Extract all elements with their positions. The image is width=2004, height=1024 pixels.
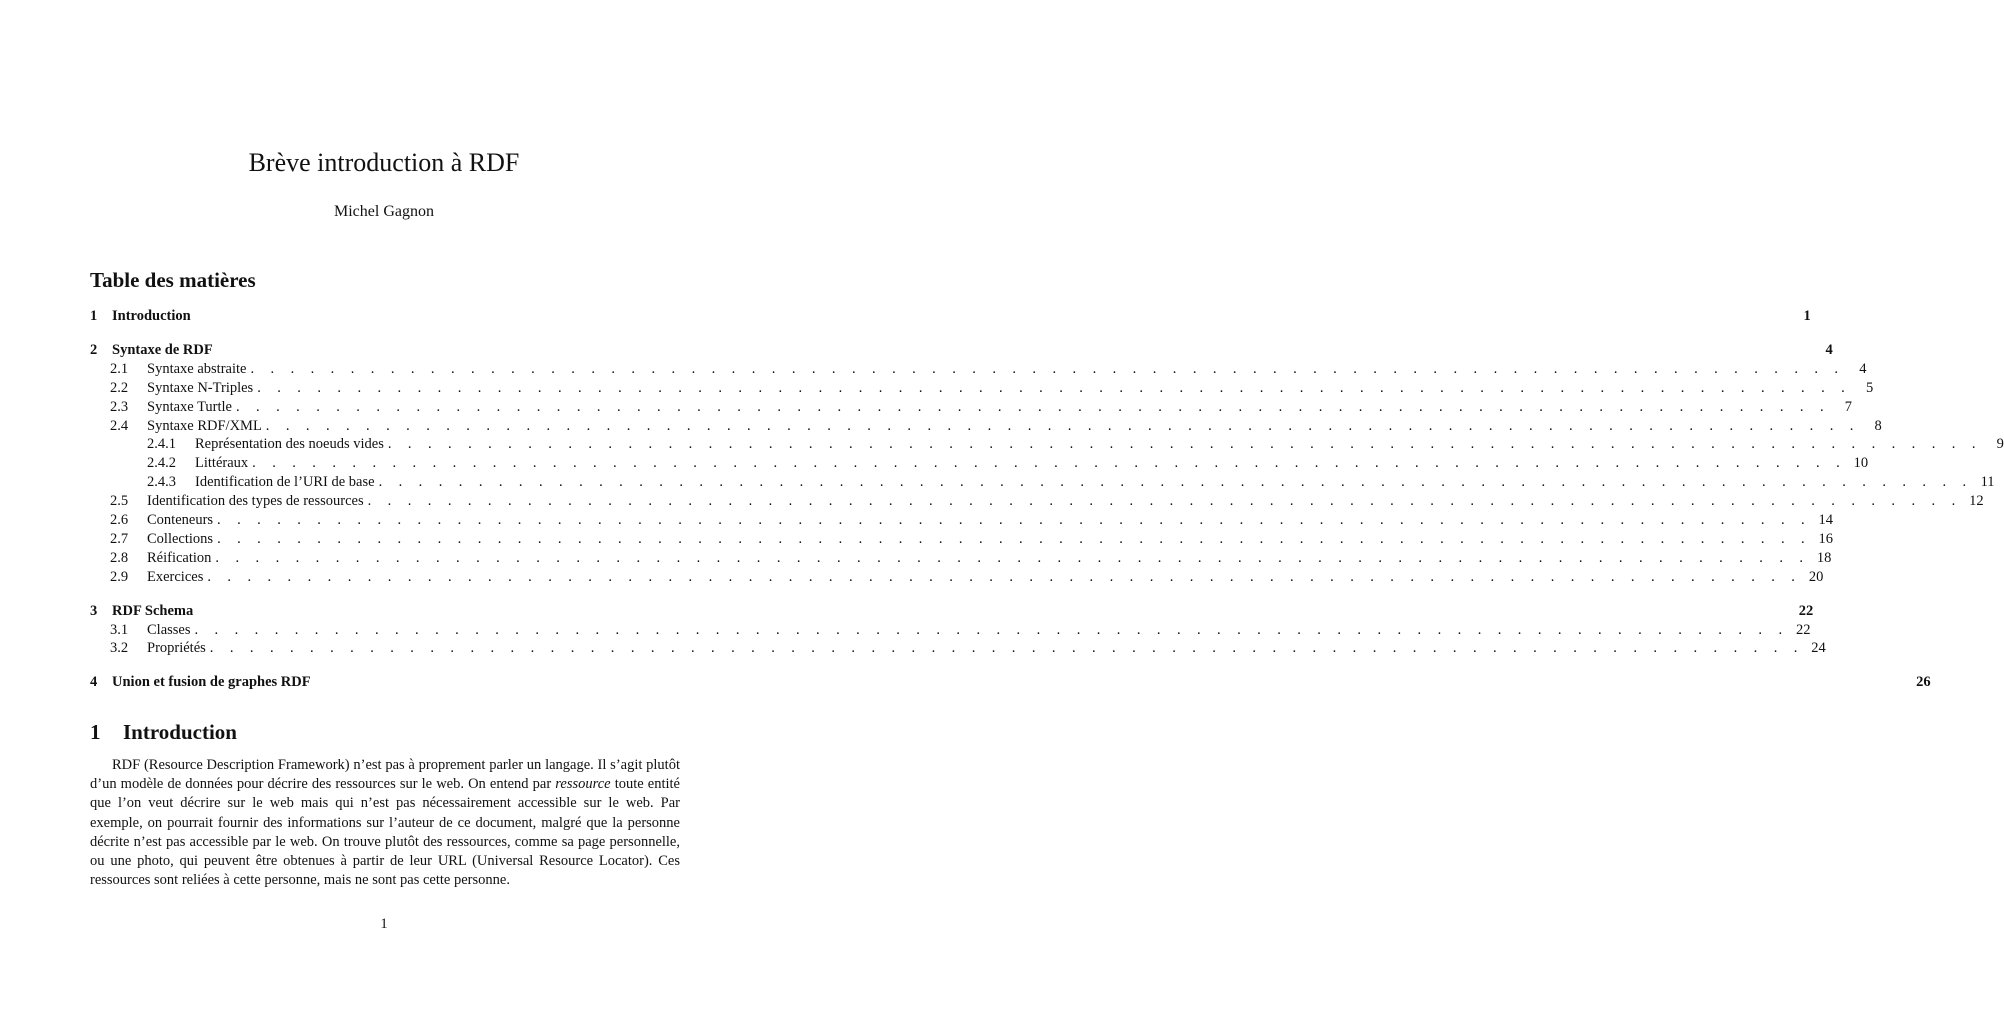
toc-dot-leader: . . . . . . . . . . . . . . . . . . . . . . . . . . . . . . . . . . . . . . . . . . . . . . . . . . . . . . . . . . . . . . . . . . . . . . . . . . . . . . . . <box>207 568 1802 585</box>
toc-entry-number: 2.4 <box>110 417 129 434</box>
toc-entry-label: Syntaxe abstraite <box>147 360 247 377</box>
toc-entry[interactable] <box>90 673 1931 692</box>
toc-entry-number: 2.4.3 <box>147 474 176 491</box>
toc-entry-page: 4 <box>1825 341 1833 358</box>
toc-entry-number: 2.2 <box>110 379 129 396</box>
toc-entry-label: Union et fusion de graphes RDF <box>112 674 311 691</box>
toc-entry-page: 7 <box>1844 398 1852 415</box>
toc-entry[interactable] <box>147 454 1869 473</box>
toc-entry-page: 8 <box>1874 417 1882 434</box>
document-author: Michel Gagnon <box>334 203 434 220</box>
toc-entry-number: 2.4.2 <box>147 455 176 472</box>
toc-entry[interactable] <box>90 602 1814 621</box>
toc-entry-label: Représentation des noeuds vides <box>195 436 384 453</box>
toc-dot-leader: . . . . . . . . . . . . . . . . . . . . . . . . . . . . . . . . . . . . . . . . . . . . . . . . . . . . . . . . . . . . . . . . . . . . . . . . . . . . . . . . <box>367 493 1962 510</box>
toc-entry-label: Syntaxe de RDF <box>112 341 213 358</box>
toc-entry[interactable] <box>110 549 1832 568</box>
toc-entry[interactable] <box>110 511 1834 530</box>
toc-entry-label: Réification <box>147 549 212 566</box>
toc-entry[interactable] <box>147 473 1995 492</box>
section-heading <box>90 718 237 746</box>
toc-entry[interactable] <box>110 360 1867 379</box>
toc-entry-number: 1 <box>90 308 98 324</box>
toc-entry-page: 5 <box>1865 379 1874 396</box>
toc-entry-label: Identification des types de ressources <box>147 493 364 510</box>
toc-entry-label: Conteneurs <box>147 512 214 528</box>
toc-dot-leader: . . . . . . . . . . . . . . . . . . . . . . . . . . . . . . . . . . . . . . . . . . . . . . . . . . . . . . . . . . . . . . . . . . . . . . . . . . . . . . . . <box>236 398 1830 415</box>
toc-entry-page: 20 <box>1808 568 1824 585</box>
page-number: 1 <box>380 916 388 932</box>
toc-entry-page: 26 <box>1916 674 1931 691</box>
toc-heading: Table des matières <box>90 268 256 292</box>
intro-paragraph <box>90 756 680 890</box>
toc-entry-number: 2.6 <box>110 512 129 528</box>
toc-entry-number: 2.1 <box>110 360 129 377</box>
toc-entry-number: 2.4.1 <box>147 436 176 453</box>
toc-entry-number: 3.2 <box>110 640 129 657</box>
paragraph-text-start: RDF (Resource Description Framework) n’est pas à proprement parler un langage. Il s’agit plutôt d’un modèle de données pour décrire des ressources sur le web. On entend par <box>90 757 680 793</box>
toc-entry[interactable] <box>90 341 1833 360</box>
toc-dot-leader: . . . . . . . . . . . . . . . . . . . . . . . . . . . . . . . . . . . . . . . . . . . . . . . . . . . . . . . . . . . . . . . . . . . . . . . . . . . . . . . . <box>378 474 1973 491</box>
toc-entry-page: 12 <box>1969 493 1984 510</box>
section-title: Introduction <box>123 720 237 744</box>
toc-entry-number: 2.3 <box>110 398 129 415</box>
toc-entry-label: Syntaxe Turtle <box>147 398 232 415</box>
toc-entry-label: Collections <box>147 530 214 547</box>
toc-entry-page: 18 <box>1816 549 1832 566</box>
toc-entry-label: Exercices <box>147 568 204 585</box>
toc-entry-page: 14 <box>1818 512 1834 528</box>
toc-entry-label: Propriétés <box>147 640 206 657</box>
toc-entry-number: 2.9 <box>110 568 129 585</box>
toc-dot-leader: . . . . . . . . . . . . . . . . . . . . . . . . . . . . . . . . . . . . . . . . . . . . . . . . . . . . . . . . . . . . . . . . . . . . . . . . . . . . . . . . <box>387 436 1982 453</box>
toc-entry-page: 10 <box>1853 455 1869 472</box>
toc-dot-leader: . . . . . . . . . . . . . . . . . . . . . . . . . . . . . . . . . . . . . . . . . . . . . . . . . . . . . . . . . . . . . . . . . . . . . . . . . . . . . . . . <box>250 360 1845 377</box>
toc-entry[interactable] <box>110 530 1834 549</box>
toc-entry-number: 2.7 <box>110 530 129 547</box>
toc-entry-page: 9 <box>1996 436 2004 453</box>
document-title: Brève introduction à RDF <box>248 148 520 177</box>
toc-dot-leader: . . . . . . . . . . . . . . . . . . . . . . . . . . . . . . . . . . . . . . . . . . . . . . . . . . . . . . . . . . . . . . . . . . . . . . . . . . . . . . . . <box>194 621 1789 638</box>
toc-entry-label: Syntaxe N-Triples <box>147 379 254 396</box>
toc-entry-number: 2 <box>90 341 98 358</box>
toc-entry[interactable] <box>90 307 1811 326</box>
toc-entry[interactable] <box>147 435 2004 454</box>
toc-entry-number: 3 <box>90 602 98 619</box>
toc-entry[interactable] <box>110 568 1824 587</box>
toc-dot-leader: . . . . . . . . . . . . . . . . . . . . . . . . . . . . . . . . . . . . . . . . . . . . . . . . . . . . . . . . . . . . . . . . . . . . . . . . . . . . . . . . <box>265 417 1860 434</box>
toc-entry-page: 24 <box>1811 640 1826 657</box>
toc-entry-number: 2.5 <box>110 493 129 510</box>
toc-entry[interactable] <box>110 417 1882 436</box>
toc-entry-page: 11 <box>1980 474 1995 491</box>
toc-entry[interactable] <box>110 639 1826 658</box>
toc-dot-leader: . . . . . . . . . . . . . . . . . . . . . . . . . . . . . . . . . . . . . . . . . . . . . . . . . . . . . . . . . . . . . . . . . . . . . . . . . . . . . . . . <box>252 455 1847 472</box>
toc-entry-label: Classes <box>147 621 191 638</box>
toc-entry-page: 1 <box>1803 308 1811 324</box>
toc-dot-leader: . . . . . . . . . . . . . . . . . . . . . . . . . . . . . . . . . . . . . . . . . . . . . . . . . . . . . . . . . . . . . . . . . . . . . . . . . . . . . . . . <box>217 512 1812 528</box>
toc-entry-label: Identification de l’URI de base <box>195 474 375 491</box>
toc-entry-page: 4 <box>1859 360 1867 377</box>
toc-entry-page: 16 <box>1818 530 1834 547</box>
toc-entry-page: 22 <box>1798 602 1814 619</box>
toc-entry-label: Littéraux <box>195 455 249 472</box>
toc-entry-label: RDF Schema <box>112 602 194 619</box>
toc-entry[interactable] <box>110 398 1852 417</box>
toc-entry-number: 4 <box>90 674 98 691</box>
toc-entry[interactable] <box>110 492 1984 511</box>
toc-entry-label: Introduction <box>112 308 191 324</box>
paragraph-text-end: toute entité que l’on veut décrire sur le web mais qui n’est pas nécessairement accessible sur le web. Par exemple, on pourrait fournir des informations sur l’auteur de ce document, malgré que la personne décrite n’est pas accessible par le web. On trouve plutôt des ressources, comme sa page personnelle, ou une photo, qui peuvent être obtenues à partir de leur URL (Universal Resource Locator). Ces ressources sont reliées à cette personne, mais ne sont pas cette personne. <box>90 776 680 889</box>
toc-dot-leader: . . . . . . . . . . . . . . . . . . . . . . . . . . . . . . . . . . . . . . . . . . . . . . . . . . . . . . . . . . . . . . . . . . . . . . . . . . . . . . . . <box>217 530 1812 547</box>
toc-entry[interactable] <box>110 621 1811 640</box>
paragraph-emphasis: ressource <box>555 776 611 793</box>
toc-dot-leader: . . . . . . . . . . . . . . . . . . . . . . . . . . . . . . . . . . . . . . . . . . . . . . . . . . . . . . . . . . . . . . . . . . . . . . . . . . . . . . . . <box>215 549 1810 566</box>
toc-entry-number: 3.1 <box>110 621 129 638</box>
toc-entry[interactable] <box>110 379 1874 398</box>
toc-dot-leader: . . . . . . . . . . . . . . . . . . . . . . . . . . . . . . . . . . . . . . . . . . . . . . . . . . . . . . . . . . . . . . . . . . . . . . . . . . . . . . . . <box>209 640 1804 657</box>
section-number: 1 <box>90 720 101 744</box>
toc-entry-number: 2.8 <box>110 549 129 566</box>
toc-entry-page: 22 <box>1795 621 1811 638</box>
toc-entry-label: Syntaxe RDF/XML <box>147 417 262 434</box>
toc-dot-leader: . . . . . . . . . . . . . . . . . . . . . . . . . . . . . . . . . . . . . . . . . . . . . . . . . . . . . . . . . . . . . . . . . . . . . . . . . . . . . . . . <box>257 379 1852 396</box>
